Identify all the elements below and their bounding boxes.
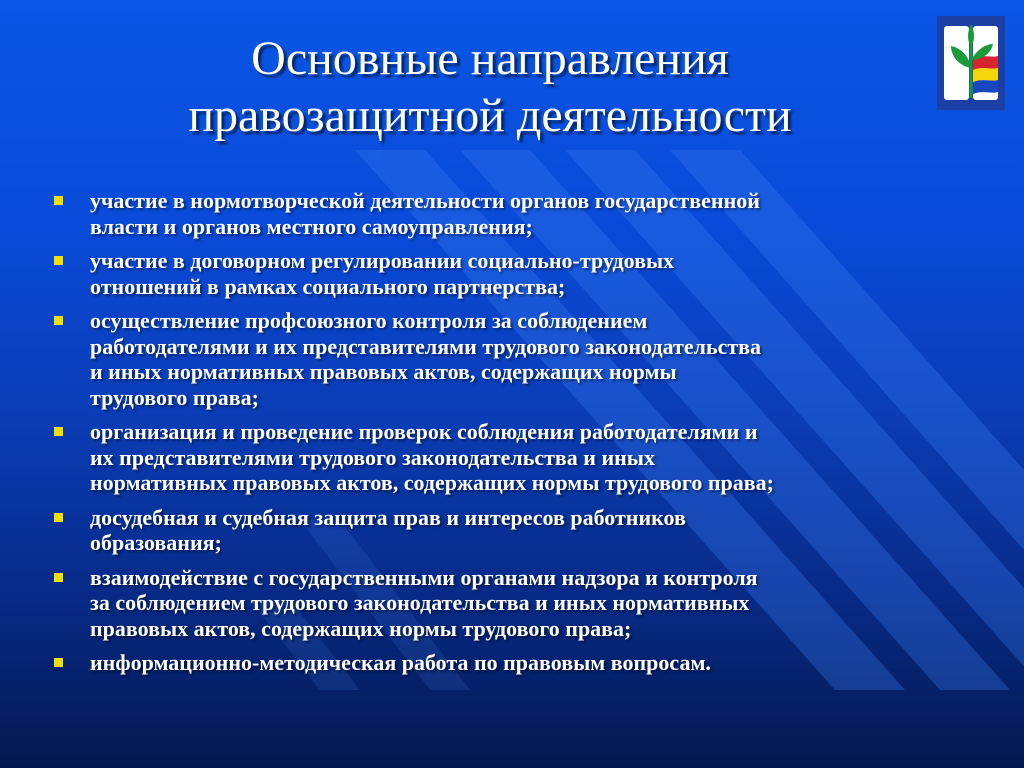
bullet-line: отношений в рамках социального партнерства; bbox=[90, 273, 566, 299]
bullet-line: образования; bbox=[90, 530, 222, 555]
bullet-line: участие в нормотворческой деятельности органов государственной bbox=[90, 188, 760, 213]
bullet-square-icon bbox=[54, 573, 63, 582]
trade-union-logo bbox=[937, 16, 1005, 110]
bullet-line: взаимодействие с государственными органами надзора и контроля bbox=[90, 564, 758, 590]
bullet-square-icon bbox=[54, 316, 63, 325]
bullet-square-icon bbox=[54, 427, 63, 436]
bullet-square-icon bbox=[54, 513, 63, 522]
bullet-line: их представителями трудового законодательства и иных bbox=[90, 444, 655, 470]
bullet-item-contract-regulation bbox=[52, 248, 997, 299]
bullet-line: нормативных правовых актов, содержащих нормы трудового права; bbox=[90, 470, 774, 495]
slide-title-line-1: Основные направления bbox=[251, 32, 729, 85]
bullet-line: работодателями и их представителями трудового законодательства bbox=[90, 333, 762, 359]
bullet-line: власти и органов местного самоуправления; bbox=[90, 213, 533, 239]
bullet-square-icon bbox=[54, 658, 63, 667]
bullet-line: правовых актов, содержащих нормы трудового права; bbox=[90, 615, 632, 641]
bullet-item-state-cooperation bbox=[52, 565, 997, 642]
bullet-item-inspections bbox=[52, 419, 997, 496]
logo-flag-blue bbox=[973, 80, 998, 94]
bullet-line: досудебная и судебная защита прав и интересов работников bbox=[90, 504, 686, 530]
logo-flag-yellow bbox=[973, 68, 998, 82]
slide-title-line-2: правозащитной деятельности bbox=[188, 89, 792, 142]
bullet-line: участие в договорном регулировании социально-трудовых bbox=[90, 248, 675, 273]
trade-union-logo-icon bbox=[937, 16, 1005, 110]
bullet-line: информационно-методическая работа по правовым вопросам. bbox=[90, 650, 711, 675]
bullet-square-icon bbox=[54, 256, 63, 265]
bullet-item-legal-protection bbox=[52, 505, 997, 556]
bullet-square-icon bbox=[54, 196, 63, 205]
bullet-line: за соблюдением трудового законодательства и иных нормативных bbox=[90, 590, 750, 615]
bullet-item-union-control bbox=[52, 308, 997, 410]
bullet-item-rulemaking bbox=[52, 188, 997, 239]
bullet-line: осуществление профсоюзного контроля за соблюдением bbox=[90, 308, 648, 333]
slide-title bbox=[80, 30, 900, 144]
bullet-line: трудового права; bbox=[90, 384, 260, 410]
bullet-line: организация и проведение проверок соблюдения работодателями и bbox=[90, 419, 758, 444]
bullet-line: и иных нормативных правовых актов, содержащих нормы bbox=[90, 359, 677, 384]
bullet-list bbox=[52, 188, 997, 685]
bullet-item-methodical-work bbox=[52, 650, 997, 676]
